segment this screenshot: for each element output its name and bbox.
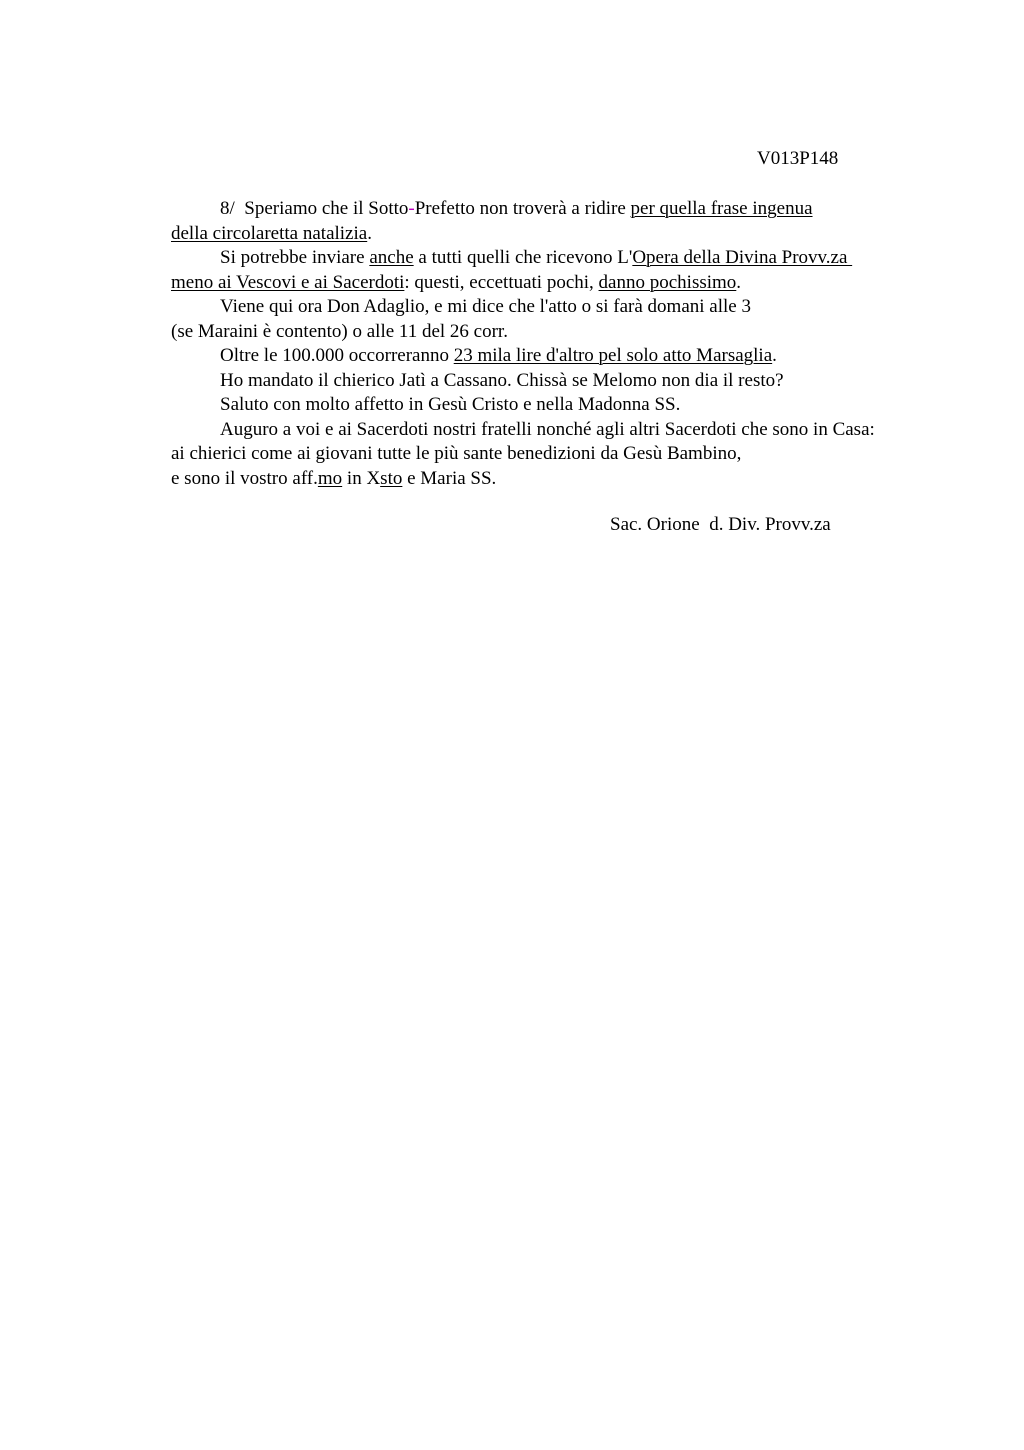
text-line xyxy=(171,418,971,443)
text-segment: 8/ Speriamo che il Sotto xyxy=(220,198,409,219)
text-line xyxy=(171,271,971,296)
underlined-text: per quella frase ingenua xyxy=(630,198,813,219)
underlined-text: 23 mila lire d'altro pel solo atto Marsaglia xyxy=(453,345,773,366)
text-line xyxy=(171,344,971,369)
text-segment: in X xyxy=(342,467,381,489)
text-segment: Si potrebbe inviare xyxy=(220,247,370,268)
text-segment: - xyxy=(408,198,415,219)
text-segment: . xyxy=(367,222,372,244)
underlined-text: della circolaretta natalizia xyxy=(171,222,368,244)
text-segment: Prefetto non troverà a ridire xyxy=(414,198,631,219)
text-segment: Saluto con molto affetto in Gesù Cristo e nella Madonna SS. xyxy=(220,394,681,415)
underlined-text: sto xyxy=(380,467,403,489)
text-segment: Viene qui ora Don Adaglio, e mi dice che l'atto o si farà domani alle 3 xyxy=(220,296,751,317)
text-segment: e Maria SS. xyxy=(402,467,497,489)
text-segment: ai chierici come ai giovani tutte le più sante benedizioni da Gesù Bambino, xyxy=(171,443,742,464)
underlined-text: danno pochissimo xyxy=(598,271,737,293)
text-segment: e sono il vostro aff. xyxy=(171,467,318,489)
text-line xyxy=(171,393,971,418)
underlined-text: Opera della Divina Provv.za xyxy=(632,247,853,268)
letter-body xyxy=(171,197,971,491)
text-line xyxy=(171,295,971,320)
underlined-text: meno ai Vescovi e ai Sacerdoti xyxy=(171,271,405,293)
text-segment: . xyxy=(772,345,777,366)
signature: Sac. Orione d. Div. Provv.za xyxy=(610,514,831,535)
text-line xyxy=(171,442,971,467)
text-segment: Ho mandato il chierico Jatì a Cassano. Chissà se Melomo non dia il resto? xyxy=(220,369,784,391)
text-segment: (se Maraini è contento) o alle 11 del 26 corr. xyxy=(171,320,508,342)
underlined-text: mo xyxy=(317,467,343,489)
text-segment: . xyxy=(736,271,742,293)
page-identifier: V013P148 xyxy=(757,148,839,169)
text-line xyxy=(171,369,971,394)
text-segment: : questi, eccettuati pochi, xyxy=(404,271,599,293)
text-line xyxy=(171,197,971,222)
text-line xyxy=(171,467,971,492)
text-segment: Auguro a voi e ai Sacerdoti nostri fratelli nonché agli altri Sacerdoti che sono in Casa: xyxy=(220,418,875,440)
text-segment: Oltre le 100.000 occorreranno xyxy=(220,345,454,366)
text-line xyxy=(171,222,971,247)
text-line xyxy=(171,246,971,271)
underlined-text: anche xyxy=(369,247,414,268)
text-segment: a tutti quelli che ricevono L' xyxy=(413,247,633,268)
text-line xyxy=(171,320,971,345)
